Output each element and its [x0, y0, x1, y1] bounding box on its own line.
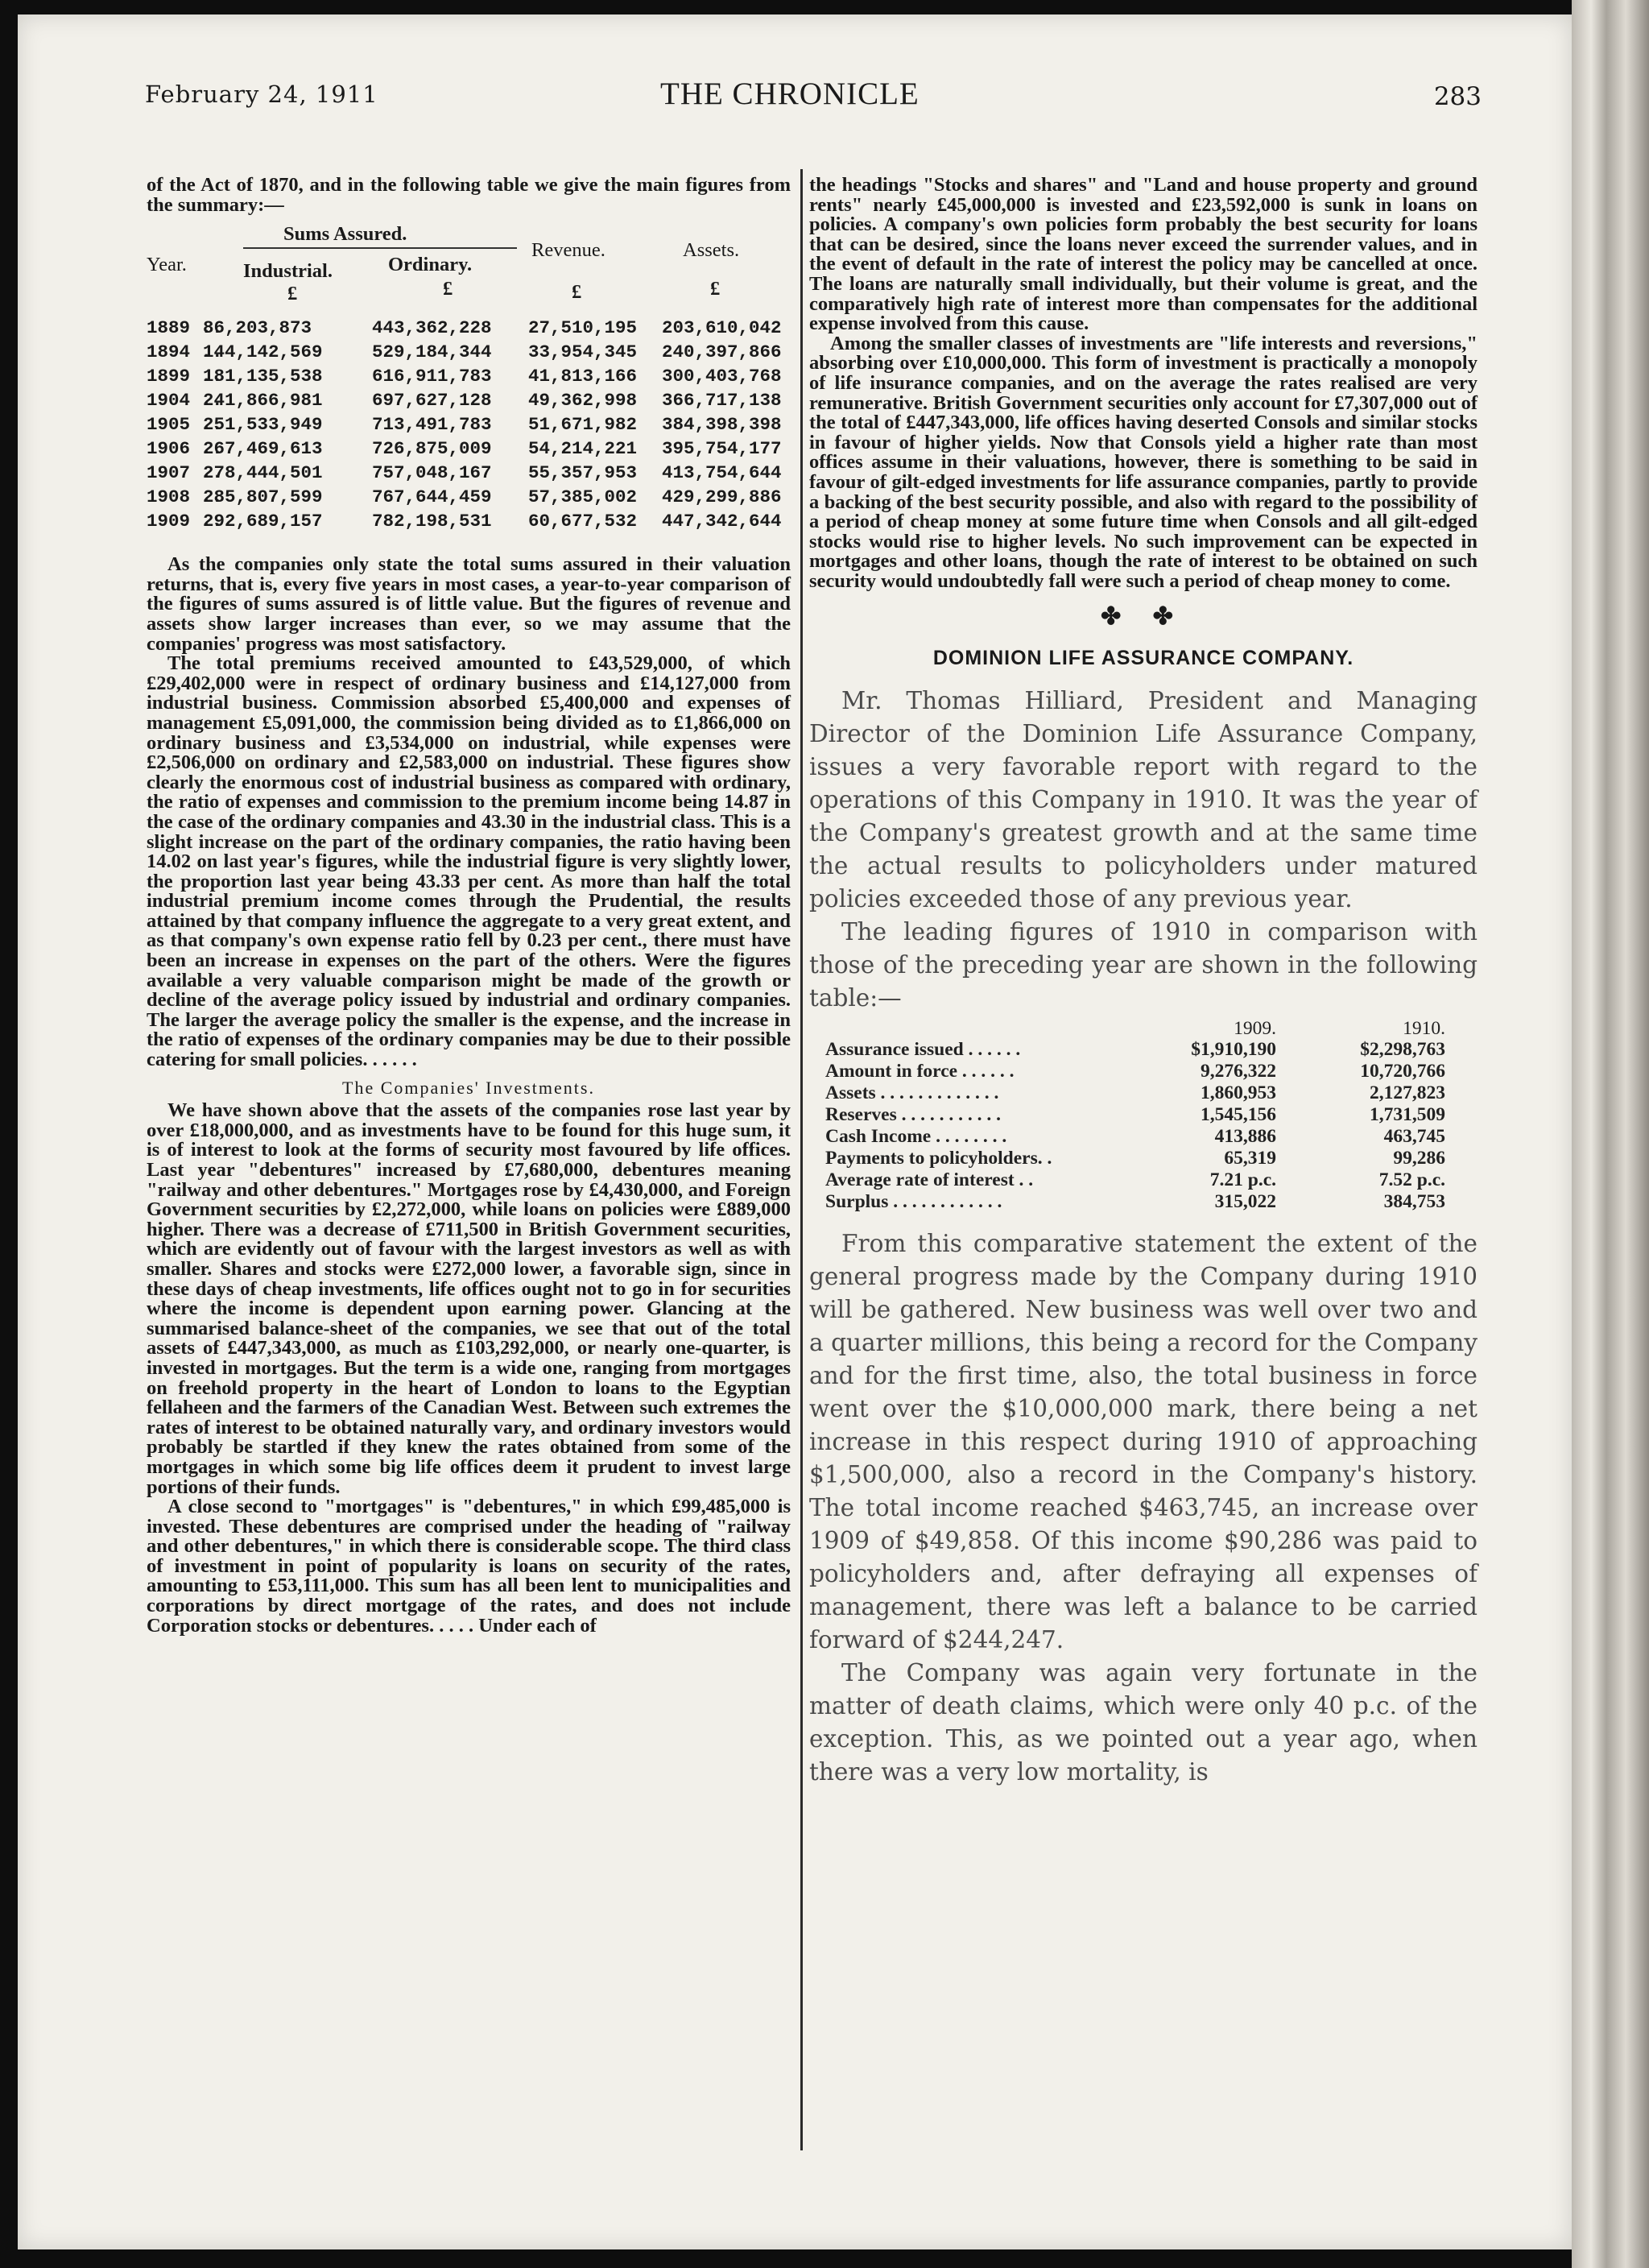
article-title-dominion: DOMINION LIFE ASSURANCE COMPANY.: [932, 647, 1354, 670]
currency-revenue: £: [572, 281, 582, 304]
dominion-table-cell: 463,745: [1383, 1125, 1445, 1147]
dominion-table-cell: 2,127,823: [1370, 1082, 1445, 1103]
dominion-table-cell: Amount in force . . . . . .: [825, 1060, 1015, 1082]
dominion-table-row: [825, 1103, 1469, 1125]
dominion-table-cell: 384,753: [1383, 1190, 1445, 1212]
summary-table-cell: 285,807,599: [203, 486, 323, 508]
paragraph-dominion-intro: Mr. Thomas Hilliard, President and Managing Director of the Dominion Life Assurance Company, issues a very favorable report with regard to the operations of this Company in 1910. It was the year of the Company's greatest growth and at the same time the actual results to policyholders under matured policies exceeded those of any previous year.: [809, 686, 1477, 913]
currency-industrial: £: [287, 283, 298, 305]
col-sums-header: Sums Assured.: [283, 223, 407, 246]
intro-paragraph: of the Act of 1870, and in the following table we give the main figures from the summary:—: [147, 174, 791, 216]
dominion-table-cell: 9,276,322: [1201, 1060, 1276, 1082]
dominion-table-cell: 99,286: [1393, 1147, 1445, 1169]
summary-table-cell: 41,813,166: [528, 366, 638, 387]
summary-table-cell: 54,214,221: [528, 438, 638, 460]
col-revenue-header: Revenue.: [531, 239, 605, 262]
paragraph-premiums: The total premiums received amounted to £43,529,000, of which £29,402,000 were in respect of ordinary business and £14,127,000 from industrial business. Commission absorbed £5,400,000 and expenses of management £5,091,000, the commission being divided as to £1,866,000 on ordinary business and £3,534,000 on industrial, while expenses were £2,506,000 on ordinary and £2,583,000 on industrial. These figures show clearly the enormous cost of industrial business as compared with ordinary, the ratio of expenses and commission to the premium income being 14.87 in the case of the ordinary companies and 43.30 in the industrial class. This is a slight increase on the part of the ordinary companies, the ratio having been 14.02 on last year's figures, while the industrial figure is very slightly lower, the proportion last year being 43.33 per cent. As more than half the total industrial premium income comes through the Prudential, the results attained by that company influence the aggregate to a very great extent, and as that company's own expense ratio fell by 0.23 per cent., there must have been an increase in expenses on the part of the others. Were the figures available a very valuable comparison might be made of the growth or decline of the average policy issued by industrial and ordinary companies. The larger the average policy the smaller is the expense, and the increase in the ratio of expenses of the ordinary companies may be due to their possible catering for small policies. . . . . .: [147, 652, 791, 1071]
summary-table-cell: 713,491,783: [372, 414, 492, 436]
summary-table-cell: 251,533,949: [203, 414, 323, 436]
dominion-table-row: [825, 1171, 1469, 1190]
page-number: 283: [1433, 82, 1482, 111]
summary-table-cell: 443,362,228: [372, 317, 492, 339]
ornament-divider: ✤ ✤: [1101, 603, 1186, 631]
dominion-table-row: [825, 1190, 1469, 1212]
summary-table-cell: 529,184,344: [372, 341, 492, 363]
summary-table-cell: 697,627,128: [372, 390, 492, 412]
dominion-table-cell: Assurance issued . . . . . .: [825, 1038, 1021, 1060]
summary-table-cell: 413,754,644: [662, 462, 782, 484]
paragraph-dominion-claims: The Company was again very fortunate in the matter of death claims, which were only 40 p.c. of the exception. This, as we pointed out a year ago, when there was a very low mortality, is: [809, 1658, 1477, 1786]
dominion-table-row: [825, 1038, 1469, 1060]
col-ordinary-header: Ordinary.: [388, 254, 473, 276]
sums-underline: [243, 247, 517, 249]
summary-table-cell: 1908 ..: [147, 486, 223, 508]
summary-table-cell: 1906 ..: [147, 438, 223, 460]
summary-table-cell: 1899 ..: [147, 366, 223, 387]
summary-table-row: [147, 366, 791, 388]
paragraph-sums: As the companies only state the total sums assured in their valuation returns, that is, every five years in most cases, a year-to-year comparison of the figures of sums assured is of little value. But the figures of revenue and assets show larger increases than ever, so we may assume that the companies' progress was most satisfactory.: [147, 553, 791, 655]
currency-ordinary: £: [443, 278, 453, 300]
dominion-table-row: [825, 1125, 1469, 1147]
summary-table-cell: 49,362,998: [528, 390, 638, 412]
paragraph-dominion-table-intro: The leading figures of 1910 in comparison with those of the preceding year are shown in the following table:—: [809, 917, 1477, 1012]
dominion-table-cell: 1,545,156: [1201, 1103, 1276, 1125]
summary-table-cell: 395,754,177: [662, 438, 782, 460]
summary-table-row: [147, 439, 791, 461]
dominion-table-cell: Average rate of interest . .: [825, 1169, 1034, 1190]
summary-table-cell: 181,135,538: [203, 366, 323, 387]
dominion-table-cell: Surplus . . . . . . . . . . . .: [825, 1190, 1002, 1212]
summary-table-row: [147, 511, 791, 533]
dominion-body-bottom: [809, 1227, 1477, 1789]
header-date: February 24, 1911: [145, 81, 378, 108]
summary-table-cell: 57,385,002: [528, 486, 638, 508]
col-industrial-header: Industrial.: [243, 260, 333, 283]
dominion-table-cell: 413,886: [1214, 1125, 1276, 1147]
summary-table-row: [147, 415, 791, 437]
paragraph-dominion-progress: From this comparative statement the extent of the general progress made by the Company during 1910 will be gathered. New business was well over two and a quarter millions, this being a record for the Company and for the first time, also, the total business in force went over the $10,000,000 mark, there being a net increase in this respect during 1910 of approaching $1,500,000, also a record in the Company's history. The total income reached $463,745, an increase over 1909 of $49,858. Of this income $90,286 was paid to policyholders and, after defraying all expenses of management, there was left a balance to be carried forward of $244,247.: [809, 1229, 1477, 1653]
col-1909-header: 1909.: [1234, 1017, 1276, 1039]
summary-table-cell: 51,671,982: [528, 414, 638, 436]
summary-table-cell: 241,866,981: [203, 390, 323, 412]
summary-table-cell: 782,198,531: [372, 511, 492, 532]
summary-table-cell: 300,403,768: [662, 366, 782, 387]
summary-table-cell: 1909 ..: [147, 511, 223, 532]
summary-table-row: [147, 391, 791, 412]
summary-table-header: [147, 223, 791, 312]
right-column: [809, 176, 1477, 1789]
dominion-table-cell: 7.52 p.c.: [1378, 1169, 1445, 1190]
dominion-table-cell: Cash Income . . . . . . . .: [825, 1125, 1007, 1147]
summary-table-cell: 55,357,953: [528, 462, 638, 484]
summary-table-cell: 144,142,569: [203, 341, 323, 363]
summary-table-cell: 726,875,009: [372, 438, 492, 460]
summary-table-cell: 1905 ..: [147, 414, 223, 436]
dominion-table-cell: 65,319: [1224, 1147, 1276, 1169]
summary-table-cell: 616,911,783: [372, 366, 492, 387]
dominion-table-row: [825, 1084, 1469, 1103]
summary-table: [147, 223, 791, 548]
currency-assets: £: [710, 278, 721, 300]
column-rule: [800, 169, 803, 2150]
summary-table-cell: 447,342,644: [662, 511, 782, 532]
col-year-header: Year.: [147, 254, 187, 276]
dominion-table-cell: 10,720,766: [1360, 1060, 1445, 1082]
summary-table-row: [147, 463, 791, 485]
summary-table-cell: 240,397,866: [662, 341, 782, 363]
paragraph-investments: We have shown above that the assets of the companies rose last year by over £18,000,000, and as investments have to be found for this huge sum, it is of interest to look at the forms of security most favoured by life offices. Last year "debentures" increased by £7,680,000, debentures meaning "railway and other debentures." Mortgages rose by £4,430,000, and Foreign Government securities by £2,272,000, while loans on policies were £889,000 higher. There was a decrease of £711,500 in British Government securities, which are evidently out of favour with the largest investors as well as with smaller. Shares and stocks were £272,000 lower, a favorable sign, since in these days of cheap investments, life offices ought not to go in for securities where the income is dependent upon earning power. Glancing at the summarised balance-sheet of the companies, we see that out of the total assets of £447,343,000, as much as £103,292,000, or nearly one-quarter, is invested in mortgages. But the term is a wide one, ranging from mortgages on freehold property in the heart of London to loans to the Egyptian fellaheen and the farmers of the Canadian West. Between such extremes the rates of interest to be obtained naturally vary, and ordinary investors would probably be startled if they knew the rates obtained from some of the mortgages in which some big life offices deem it prudent to invest large portions of their funds.: [147, 1099, 791, 1498]
dominion-table-cell: Reserves . . . . . . . . . . .: [825, 1103, 1001, 1125]
summary-table-cell: 1907 ..: [147, 462, 223, 484]
summary-table-cell: 33,954,345: [528, 341, 638, 363]
dominion-table-cell: 1,731,509: [1370, 1103, 1445, 1125]
summary-table-cell: 757,048,167: [372, 462, 492, 484]
dominion-table-row: [825, 1062, 1469, 1082]
dominion-table-cell: Payments to policyholders. .: [825, 1147, 1052, 1169]
summary-table-row: [147, 342, 791, 364]
summary-table-cell: 366,717,138: [662, 390, 782, 412]
dominion-table-cell: 1,860,953: [1201, 1082, 1276, 1103]
summary-table-cell: 292,689,157: [203, 511, 323, 532]
summary-table-row: [147, 318, 791, 340]
dominion-table-header: [825, 1017, 1469, 1039]
summary-table-cell: 1904 ..: [147, 390, 223, 412]
left-column: [147, 176, 791, 1636]
summary-table-cell: 429,299,886: [662, 486, 782, 508]
dominion-figures-table: [809, 1017, 1477, 1221]
summary-table-cell: 384,398,398: [662, 414, 782, 436]
col-assets-header: Assets.: [683, 239, 740, 262]
summary-table-row: [147, 487, 791, 509]
summary-table-cell: 1889 ..: [147, 317, 223, 339]
page-header: [145, 77, 1482, 129]
dominion-table-cell: $2,298,763: [1360, 1038, 1445, 1060]
summary-table-cell: 267,469,613: [203, 438, 323, 460]
summary-table-cell: 27,510,195: [528, 317, 638, 339]
paragraph-debentures: A close second to "mortgages" is "debentures," in which £99,485,000 is invested. These debentures are comprised under the heading of "railway and other debentures," in which there is considerable scope. The third class of investment in point of popularity is loans on security of the rates, amounting to £53,111,000. This sum has all been lent to municipalities and corporations by direct mortgage of the rates, and does not include Corporation stocks or debentures. . . . . Under each of: [147, 1496, 791, 1637]
section-heading-investments: The Companies' Investments.: [342, 1077, 595, 1098]
dominion-table-row: [825, 1149, 1469, 1169]
summary-table-cell: 86,203,873: [203, 317, 312, 339]
dominion-table-cell: Assets . . . . . . . . . . . . .: [825, 1082, 999, 1103]
summary-table-cell: 1894 ..: [147, 341, 223, 363]
paragraph-smaller-classes: Among the smaller classes of investments are "life interests and reversions," absorbing over £10,000,000. This form of investment is practically a monopoly of life insurance companies, and on the average the rates realised are very remunerative. British Government securities only account for £7,307,000 out of the total of £447,343,000, life offices having deserted Consols and similar stocks in favour of higher yields. Now that Consols yield a higher rate than most offices assume in their valuations, however, there is something to be said in favour of gilt-edged investments for life assurance companies, partly to provide a backing of the best security possible, and also with regard to the possibility of a period of cheap money at some future time when Consols and all gilt-edged stocks would rise to higher levels. No such improvement can be expected in mortgages and other loans, though the rate of interest to be obtained on such security would undoubtedly fall were such a period of cheap money to come.: [809, 332, 1477, 592]
col-1910-header: 1910.: [1403, 1017, 1445, 1039]
paragraph-stocks: the headings "Stocks and shares" and "Land and house property and ground rents" nearly £45,000,000 is invested and £23,592,000 is sunk in loans on policies. A company's own policies form probably the best security for loans that can be desired, since the loans never exceed the surrender values, and in the event of default in the rate of interest the policy may be cancelled at once. The loans are naturally small individually, but their volume is great, and the comparatively high rate of interest more than compensates for the additional expense involved from this cause.: [809, 174, 1477, 335]
summary-table-cell: 60,677,532: [528, 511, 638, 532]
book-spine: [1572, 0, 1649, 2268]
summary-table-cell: 278,444,501: [203, 462, 323, 484]
summary-table-cell: 767,644,459: [372, 486, 492, 508]
dominion-table-cell: 315,022: [1214, 1190, 1276, 1212]
header-title: THE CHRONICLE: [660, 77, 920, 111]
summary-table-cell: 203,610,042: [662, 317, 782, 339]
dominion-table-cell: 7.21 p.c.: [1209, 1169, 1276, 1190]
dominion-body-top: [809, 685, 1477, 1015]
dominion-table-cell: $1,910,190: [1191, 1038, 1276, 1060]
